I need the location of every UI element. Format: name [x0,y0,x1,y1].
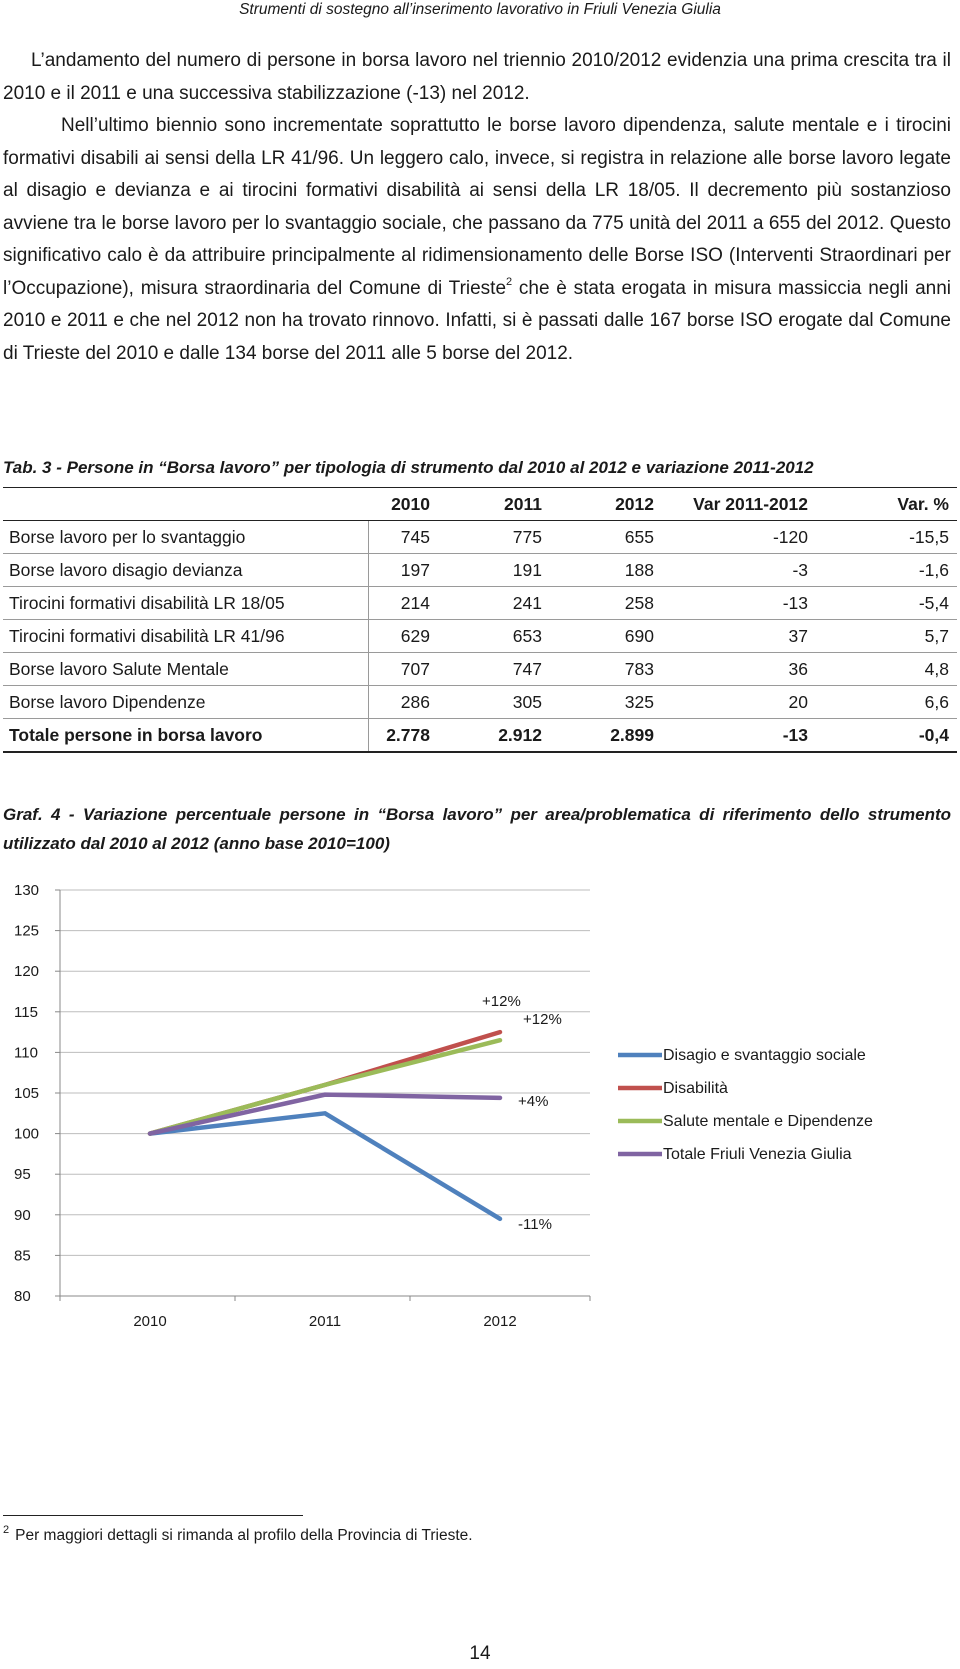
row-label: Tirocini formativi disabilità LR 41/96 [3,620,368,653]
table-cell: 2.912 [498,724,542,745]
footnote-text: Per maggiori dettagli si rimanda al profilo della Provincia di Trieste. [15,1527,473,1544]
data-label: +12% [482,993,521,1011]
y-tick-label: 125 [14,922,40,940]
y-tick-label: 115 [14,1003,38,1021]
row-label: Borse lavoro Salute Mentale [3,653,368,686]
table-cell: 629 [400,625,430,646]
table-cell: -13 [782,592,808,613]
table-cell: 305 [512,691,542,712]
table-cell: -120 [772,526,808,547]
header-cell: 2012 [550,488,662,521]
table-cell: -15,5 [909,526,949,547]
row-label: Borse lavoro disagio devianza [3,554,368,587]
graph-caption: Graf. 4 - Variazione percentuale persone in “Borsa lavoro” per area/problematica di riferimento dello strumento utilizzato dal 2010 al 2012 (anno base 2010=100) [3,805,951,853]
table-row [3,653,957,686]
table-cell: -3 [792,559,808,580]
table-cell: 775 [512,526,542,547]
table-row [3,554,957,587]
data-label: +4% [518,1092,549,1110]
header-cell: 2010 [368,488,438,521]
table-cell: 655 [624,526,654,547]
table-row [3,686,957,719]
table-cell: 653 [512,625,542,646]
series-line [150,1040,500,1133]
body-text [3,45,951,370]
table-cell: 6,6 [924,691,949,712]
table-cell: -13 [782,724,808,745]
y-tick-label: 110 [14,1044,38,1062]
table-cell: -5,4 [918,592,949,613]
row-label: Tirocini formativi disabilità LR 18/05 [3,587,368,620]
paragraph-2 [3,110,951,370]
legend-label: Salute mentale e Dipendenze [663,1113,873,1130]
footnote [3,1524,473,1545]
table-cell: 214 [400,592,430,613]
table-cell: 197 [400,559,430,580]
footnote-number: 2 [3,1524,10,1536]
header-cell: Var 2011-2012 [662,488,816,521]
table-cell: 783 [624,658,654,679]
table-cell: 241 [512,592,542,613]
y-tick-label: 90 [14,1206,31,1224]
series-line [150,1113,500,1219]
table-cell: 2.778 [386,724,430,745]
table-cell: 258 [624,592,654,613]
x-tick-label: 2010 [133,1313,167,1328]
table-header-row [3,488,957,521]
header-cell [3,488,368,521]
table-cell: 286 [400,691,430,712]
y-tick-label: 130 [14,882,40,899]
table-cell: 5,7 [924,625,949,646]
x-tick-label: 2012 [483,1313,517,1328]
table-cell: 2.899 [610,724,654,745]
paragraph-2-part-2: che è stata erogata in misura massiccia negli anni 2010 e 2011 e che nel 2012 non ha trovato rinnovo. Infatti, si è passati dalle 167 borse ISO erogate dal Comune di Trieste del 2010 e dalle 134 borse del 2011 alle 5 borse del 2012. [3,277,952,364]
legend-label: Disagio e svantaggio sociale [663,1047,866,1064]
y-tick-label: 80 [14,1288,31,1305]
table-cell: 745 [400,526,430,547]
y-tick-label: 95 [14,1166,31,1184]
y-tick-label: 120 [14,963,40,981]
running-header: Strumenti di sostegno all’inserimento lavorativo in Friuli Venezia Giulia [239,1,721,18]
table-cell: 4,8 [924,658,949,679]
table-cell: 37 [788,625,808,646]
table-row [3,521,957,554]
table-cell: 707 [400,658,430,679]
table-cell: 191 [512,559,542,580]
y-tick-label: 100 [14,1125,40,1143]
table-caption: Tab. 3 - Persone in “Borsa lavoro” per tipologia di strumento dal 2010 al 2012 e variazione 2011-2012 [3,458,814,477]
table-cell: 188 [624,559,654,580]
header-cell: Var. % [816,488,957,521]
y-tick-label: 85 [14,1247,31,1265]
table-cell: 747 [512,658,542,679]
paragraph-1: L’andamento del numero di persone in borsa lavoro nel triennio 2010/2012 evidenzia una prima crescita tra il 2010 e il 2011 e una successiva stabilizzazione (-13) nel 2012. [3,50,951,104]
footnote-reference[interactable]: 2 [506,275,513,288]
y-tick-label: 105 [14,1085,40,1102]
legend-label: Disabilità [663,1080,728,1097]
table-cell: 20 [788,691,808,712]
table-row [3,587,957,620]
table-cell: -0,4 [918,724,949,745]
legend-label: Totale Friuli Venezia Giulia [663,1146,852,1163]
table-row [3,620,957,653]
row-label: Borse lavoro Dipendenze [3,686,368,719]
table-cell: 36 [788,658,808,679]
page-number: 14 [469,1643,491,1664]
row-label: Totale persone in borsa lavoro [3,719,368,753]
paragraph-2-part-1: Nell’ultimo biennio sono incrementate soprattutto le borse lavoro dipendenza, salute mentale e i tirocini formativi disabili ai sensi della LR 41/96. Un leggero calo, invece, si registra in relazione alle borse lavoro legate al disagio e devianza e ai tirocini formativi disabilità ai sensi della LR 18/05. Il decremento più sostanzioso avviene tra le borse lavoro per lo svantaggio sociale, che passano da 775 unità del 2011 a 655 del 2012. Questo significativo calo è da attribuire principalmente al ridimensionamento delle Borse ISO (Interventi Straordinari per l’Occupazione), misura straordinaria del Comune di Trieste [3,115,951,299]
data-table [3,487,957,753]
data-label: +12% [523,1011,562,1029]
footnote-divider [3,1515,303,1516]
data-label: -11% [518,1215,552,1233]
table-cell: 325 [624,691,654,712]
row-label: Borse lavoro per lo svantaggio [3,521,368,554]
line-chart [0,868,960,1328]
table-cell: -1,6 [918,559,949,580]
x-tick-label: 2011 [308,1313,342,1328]
header-cell: 2011 [438,488,550,521]
table-cell: 690 [624,625,654,646]
table-total-row [3,719,957,753]
